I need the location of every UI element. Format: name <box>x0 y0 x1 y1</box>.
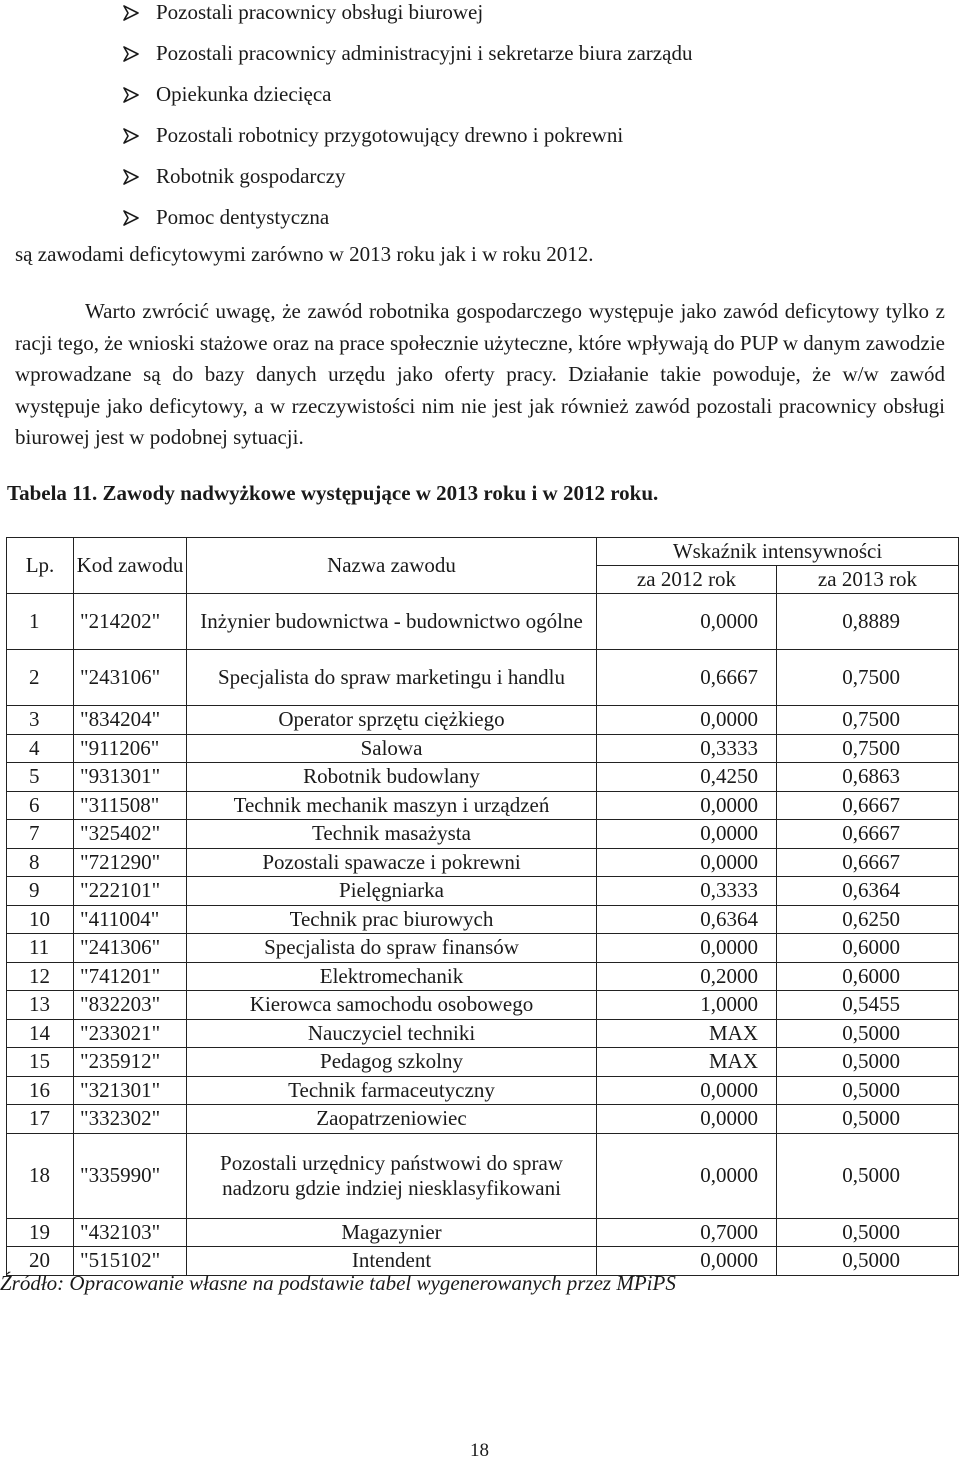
cell-2012: 0,3333 <box>597 877 777 906</box>
bullet-item <box>120 164 692 205</box>
arrow-bullet-icon <box>122 128 140 144</box>
cell-2012: 0,0000 <box>597 1076 777 1105</box>
cell-lp: 19 <box>7 1218 74 1247</box>
cell-kod: "332302" <box>74 1105 187 1134</box>
cell-kod: "832203" <box>74 991 187 1020</box>
table-row <box>7 1048 959 1077</box>
bullet-item <box>120 123 692 164</box>
cell-lp: 7 <box>7 820 74 849</box>
cell-lp: 1 <box>7 594 74 650</box>
cell-nazwa: Kierowca samochodu osobowego <box>187 991 597 1020</box>
cell-lp: 16 <box>7 1076 74 1105</box>
cell-2012: MAX <box>597 1019 777 1048</box>
cell-lp: 9 <box>7 877 74 906</box>
table-row <box>7 905 959 934</box>
cell-kod: "321301" <box>74 1076 187 1105</box>
header-kod: Kod zawodu <box>74 538 187 594</box>
cell-lp: 11 <box>7 934 74 963</box>
cell-kod: "214202" <box>74 594 187 650</box>
table-row <box>7 763 959 792</box>
table-row <box>7 820 959 849</box>
cell-nazwa: Technik mechanik maszyn i urządzeń <box>187 791 597 820</box>
arrow-bullet-icon <box>122 210 140 226</box>
table-row <box>7 791 959 820</box>
cell-2012: 0,0000 <box>597 1133 777 1218</box>
table-row <box>7 962 959 991</box>
cell-2012: 0,2000 <box>597 962 777 991</box>
cell-nazwa: Pedagog szkolny <box>187 1048 597 1077</box>
cell-lp: 14 <box>7 1019 74 1048</box>
cell-kod: "721290" <box>74 848 187 877</box>
cell-kod: "515102" <box>74 1247 187 1276</box>
cell-2012: 0,0000 <box>597 1105 777 1134</box>
cell-kod: "931301" <box>74 763 187 792</box>
cell-2013: 0,5455 <box>777 991 959 1020</box>
arrow-bullet-icon <box>122 87 140 103</box>
table-row <box>7 1218 959 1247</box>
cell-kod: "222101" <box>74 877 187 906</box>
cell-2012: 0,0000 <box>597 594 777 650</box>
cell-nazwa: Pozostali spawacze i pokrewni <box>187 848 597 877</box>
cell-lp: 17 <box>7 1105 74 1134</box>
source-note: Źródło: Opracowanie własne na podstawie tabel wygenerowanych przez MPiPS <box>0 1271 676 1295</box>
table-row <box>7 991 959 1020</box>
bullet-item <box>120 0 692 41</box>
cell-2012: 0,0000 <box>597 1247 777 1276</box>
cell-kod: "432103" <box>74 1218 187 1247</box>
header-nazwa: Nazwa zawodu <box>187 538 597 594</box>
cell-2013: 0,5000 <box>777 1133 959 1218</box>
cell-kod: "411004" <box>74 905 187 934</box>
cell-2013: 0,5000 <box>777 1076 959 1105</box>
cell-nazwa: Operator sprzętu ciężkiego <box>187 706 597 735</box>
bullet-text: Pozostali pracownicy obsługi biurowej <box>156 0 484 24</box>
cell-2013: 0,5000 <box>777 1019 959 1048</box>
cell-2013: 0,5000 <box>777 1247 959 1276</box>
cell-kod: "311508" <box>74 791 187 820</box>
bullet-item <box>120 205 692 246</box>
cell-nazwa: Robotnik budowlany <box>187 763 597 792</box>
cell-2013: 0,5000 <box>777 1218 959 1247</box>
cell-lp: 4 <box>7 734 74 763</box>
cell-kod: "233021" <box>74 1019 187 1048</box>
cell-2012: 0,0000 <box>597 820 777 849</box>
cell-2013: 0,6667 <box>777 791 959 820</box>
cell-nazwa: Pielęgniarka <box>187 877 597 906</box>
cell-lp: 18 <box>7 1133 74 1218</box>
cell-2013: 0,6667 <box>777 848 959 877</box>
cell-nazwa: Specjalista do spraw marketingu i handlu <box>187 650 597 706</box>
cell-nazwa: Intendent <box>187 1247 597 1276</box>
cell-2012: 0,0000 <box>597 706 777 735</box>
cell-nazwa: Specjalista do spraw finansów <box>187 934 597 963</box>
cell-2013: 0,6000 <box>777 962 959 991</box>
cell-2013: 0,5000 <box>777 1105 959 1134</box>
header-2013: za 2013 rok <box>777 566 959 594</box>
cell-nazwa: Zaopatrzeniowiec <box>187 1105 597 1134</box>
table-row <box>7 1019 959 1048</box>
cell-kod: "243106" <box>74 650 187 706</box>
cell-kod: "241306" <box>74 934 187 963</box>
cell-lp: 3 <box>7 706 74 735</box>
occupations-table <box>6 537 959 1276</box>
cell-nazwa: Technik prac biurowych <box>187 905 597 934</box>
cell-2013: 0,6667 <box>777 820 959 849</box>
bullet-text: Pozostali pracownicy administracyjni i sekretarze biura zarządu <box>156 41 693 65</box>
cell-2012: 1,0000 <box>597 991 777 1020</box>
cell-lp: 20 <box>7 1247 74 1276</box>
header-2012: za 2012 rok <box>597 566 777 594</box>
table-row <box>7 734 959 763</box>
table-row <box>7 934 959 963</box>
table-row <box>7 706 959 735</box>
cell-2013: 0,6364 <box>777 877 959 906</box>
cell-kod: "741201" <box>74 962 187 991</box>
table-row <box>7 650 959 706</box>
cell-kod: "911206" <box>74 734 187 763</box>
cell-2012: 0,0000 <box>597 934 777 963</box>
table-caption: Tabela 11. Zawody nadwyżkowe występujące w 2013 roku i w 2012 roku. <box>7 481 659 505</box>
bullet-item <box>120 41 692 82</box>
cell-lp: 10 <box>7 905 74 934</box>
cell-kod: "834204" <box>74 706 187 735</box>
bullet-list <box>120 0 692 246</box>
cell-2012: 0,4250 <box>597 763 777 792</box>
cell-lp: 5 <box>7 763 74 792</box>
table-row <box>7 1076 959 1105</box>
table-row <box>7 877 959 906</box>
cell-2012: 0,0000 <box>597 791 777 820</box>
cell-2012: 0,6667 <box>597 650 777 706</box>
cell-2012: 0,7000 <box>597 1218 777 1247</box>
cell-lp: 13 <box>7 991 74 1020</box>
cell-nazwa: Nauczyciel techniki <box>187 1019 597 1048</box>
cell-nazwa: Technik masażysta <box>187 820 597 849</box>
bullet-text: Opiekunka dziecięca <box>156 82 332 106</box>
table-row <box>7 594 959 650</box>
cell-kod: "235912" <box>74 1048 187 1077</box>
bullet-text: Robotnik gospodarczy <box>156 164 346 188</box>
arrow-bullet-icon <box>122 46 140 62</box>
arrow-bullet-icon <box>122 169 140 185</box>
cell-2013: 0,8889 <box>777 594 959 650</box>
cell-2012: MAX <box>597 1048 777 1077</box>
paragraph-1: są zawodami deficytowymi zarówno w 2013 roku jak i w roku 2012. <box>15 242 594 266</box>
arrow-bullet-icon <box>122 5 140 21</box>
cell-2013: 0,7500 <box>777 706 959 735</box>
cell-nazwa: Technik farmaceutyczny <box>187 1076 597 1105</box>
cell-2013: 0,6250 <box>777 905 959 934</box>
cell-kod: "335990" <box>74 1133 187 1218</box>
cell-2013: 0,7500 <box>777 650 959 706</box>
cell-2013: 0,5000 <box>777 1048 959 1077</box>
cell-2013: 0,7500 <box>777 734 959 763</box>
cell-lp: 2 <box>7 650 74 706</box>
cell-lp: 15 <box>7 1048 74 1077</box>
cell-kod: "325402" <box>74 820 187 849</box>
page-number: 18 <box>470 1440 489 1461</box>
bullet-text: Pomoc dentystyczna <box>156 205 330 229</box>
header-lp: Lp. <box>7 538 74 594</box>
cell-nazwa: Pozostali urzędnicy państwowi do spraw nadzoru gdzie indziej niesklasyfikowani <box>187 1133 597 1218</box>
paragraph-2: Warto zwrócić uwagę, że zawód robotnika gospodarczego występuje jako zawód deficytowy tylko z racji tego, że wnioski stażowe oraz na prace społecznie użyteczne, które wpływają do PUP w danym zawodzie wprowadzane są do bazy danych urzędu jako oferty pracy. Działanie takie powoduje, że w/w zawód występuje jako deficytowy, a w rzeczywistości nim nie jest jak również zawód pozostali pracownicy obsługi biurowej jest w podobnej sytuacji. <box>15 299 945 449</box>
table-row <box>7 1105 959 1134</box>
cell-nazwa: Magazynier <box>187 1218 597 1247</box>
cell-2012: 0,3333 <box>597 734 777 763</box>
table-row <box>7 1133 959 1218</box>
cell-2013: 0,6000 <box>777 934 959 963</box>
cell-nazwa: Elektromechanik <box>187 962 597 991</box>
bullet-item <box>120 82 692 123</box>
cell-2012: 0,0000 <box>597 848 777 877</box>
cell-2013: 0,6863 <box>777 763 959 792</box>
cell-2012: 0,6364 <box>597 905 777 934</box>
cell-nazwa: Salowa <box>187 734 597 763</box>
header-wskaznik: Wskaźnik intensywności <box>597 538 959 566</box>
cell-lp: 12 <box>7 962 74 991</box>
cell-lp: 6 <box>7 791 74 820</box>
cell-nazwa: Inżynier budownictwa - budownictwo ogólne <box>187 594 597 650</box>
table-row <box>7 848 959 877</box>
bullet-text: Pozostali robotnicy przygotowujący drewno i pokrewni <box>156 123 624 147</box>
cell-lp: 8 <box>7 848 74 877</box>
